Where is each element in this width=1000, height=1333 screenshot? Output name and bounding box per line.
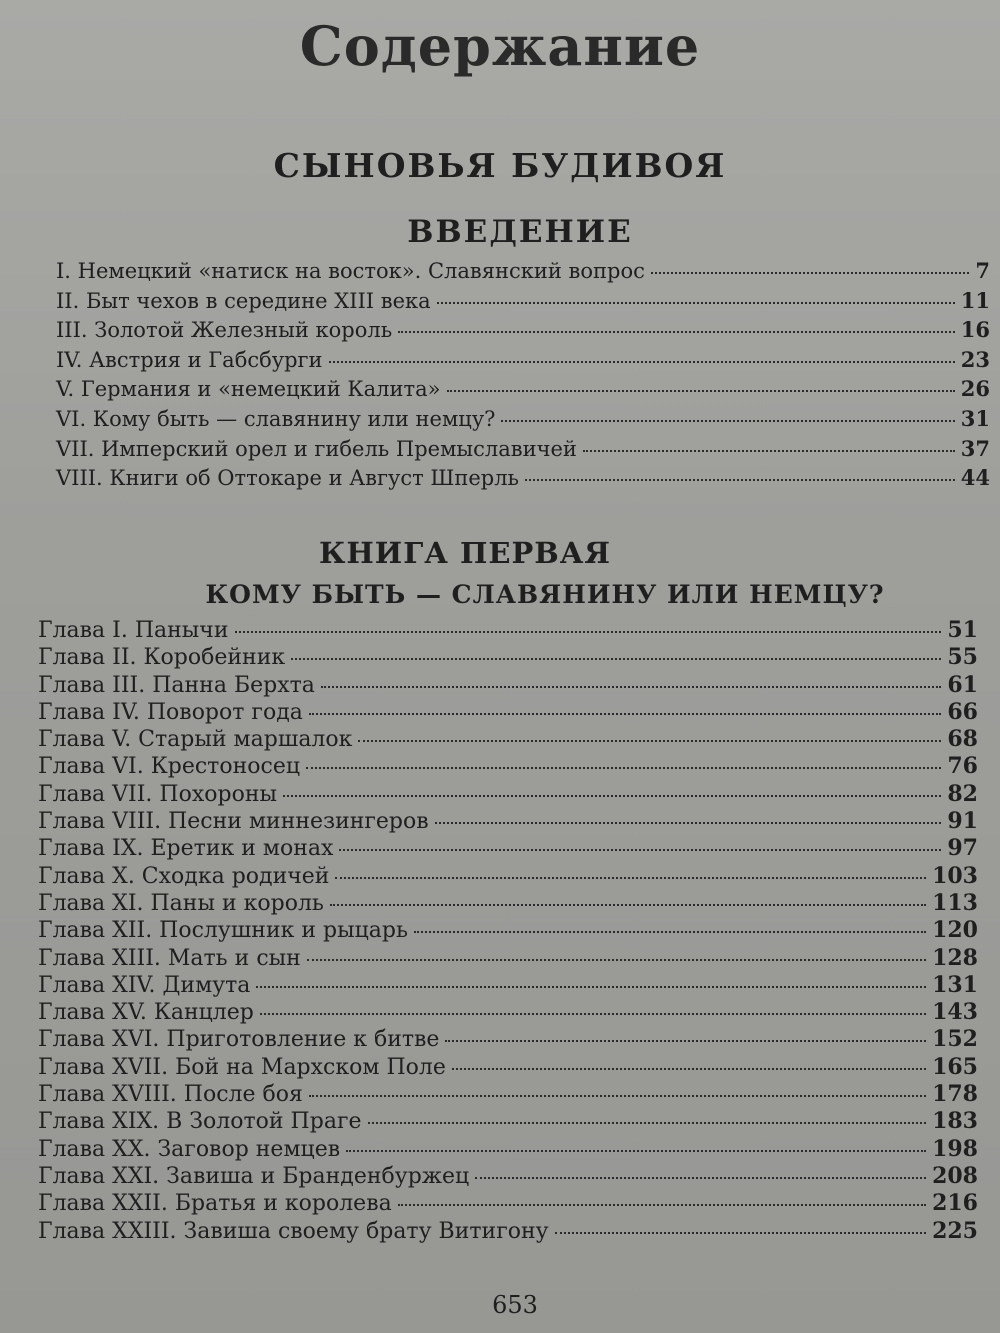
toc-entry-page: 165 <box>932 1053 978 1080</box>
book-one-toc <box>38 617 978 1245</box>
toc-entry <box>56 376 990 406</box>
toc-entry-page: 16 <box>960 317 990 343</box>
toc-entry-page: 113 <box>932 889 978 916</box>
toc-entry <box>56 317 990 347</box>
toc-entry <box>38 781 978 808</box>
toc-entry-page: 103 <box>932 862 978 889</box>
dot-leader <box>525 479 955 481</box>
toc-entry-title: Глава V. Старый маршалок <box>38 727 353 753</box>
toc-entry-title: Глава XV. Канцлер <box>38 1000 254 1026</box>
toc-entry-page: 128 <box>932 944 978 971</box>
toc-entry-page: 216 <box>932 1190 978 1217</box>
toc-entry-page: 131 <box>932 971 978 998</box>
toc-entry-title: Глава IX. Еретик и монах <box>38 836 334 862</box>
dot-leader <box>306 767 941 769</box>
dot-leader <box>398 1204 926 1206</box>
dot-leader <box>437 302 955 304</box>
toc-entry-title: Глава XXI. Завиша и Бранденбуржец <box>38 1163 470 1189</box>
toc-entry-title: Глава X. Сходка родичей <box>38 863 330 889</box>
dot-leader <box>555 1232 926 1234</box>
toc-entry <box>38 1190 978 1217</box>
toc-entry-page: 178 <box>932 1081 978 1108</box>
toc-entry-page: 66 <box>947 698 978 725</box>
toc-entry <box>56 406 990 436</box>
toc-entry <box>38 1136 978 1163</box>
toc-entry-page: 120 <box>932 917 978 944</box>
dot-leader <box>452 1068 926 1070</box>
toc-entry-page: 26 <box>960 376 990 402</box>
toc-entry-page: 82 <box>947 780 978 807</box>
toc-entry-title: IV. Австрия и Габсбурги <box>56 347 323 372</box>
toc-entry-title: I. Немецкий «натиск на восток». Славянский вопрос <box>56 259 645 283</box>
toc-entry-page: 44 <box>960 465 990 491</box>
toc-entry-title: Глава XVIII. После боя <box>38 1082 303 1108</box>
toc-entry <box>38 999 978 1026</box>
toc-entry-page: 97 <box>947 835 978 862</box>
toc-entry-title: Глава XIV. Димута <box>38 972 251 998</box>
toc-entry-title: III. Золотой Железный король <box>56 318 393 343</box>
toc-entry <box>38 1108 978 1135</box>
dot-leader <box>329 361 955 363</box>
dot-leader <box>583 450 955 452</box>
toc-entry <box>38 726 978 753</box>
dot-leader <box>291 658 941 660</box>
toc-entry <box>56 288 990 318</box>
toc-entry <box>56 258 990 288</box>
toc-entry-page: 183 <box>932 1108 978 1135</box>
toc-entry-page: 37 <box>960 435 990 461</box>
toc-entry-page: 152 <box>932 1026 978 1053</box>
dot-leader <box>651 272 970 274</box>
dot-leader <box>256 986 926 988</box>
toc-entry-title: V. Германия и «немецкий Калита» <box>56 377 441 402</box>
introduction-heading: ВВЕДЕНИЕ <box>407 214 633 250</box>
toc-entry <box>38 1054 978 1081</box>
toc-entry <box>56 347 990 377</box>
toc-entry-title: Глава VIII. Песни миннезингеров <box>38 809 429 835</box>
toc-entry <box>38 1163 978 1190</box>
toc-entry-title: Глава XIX. В Золотой Праге <box>38 1109 362 1135</box>
dot-leader <box>307 959 926 961</box>
toc-entry-title: VIII. Книги об Оттокаре и Август Шперль <box>56 466 519 491</box>
toc-entry-page: 55 <box>947 644 978 671</box>
toc-entry <box>38 972 978 999</box>
toc-entry-title: Глава XI. Паны и король <box>38 890 324 916</box>
dot-leader <box>447 390 955 392</box>
toc-entry-title: Глава IV. Поворот года <box>38 699 303 725</box>
dot-leader <box>501 420 954 422</box>
toc-entry-page: 225 <box>932 1217 978 1244</box>
toc-entry-title: II. Быт чехов в середине XIII века <box>56 288 431 313</box>
book-one-heading: КНИГА ПЕРВАЯ <box>319 536 611 570</box>
toc-entry-page: 31 <box>960 405 990 431</box>
toc-entry-page: 208 <box>932 1162 978 1189</box>
toc-entry-title: Глава XII. Послушник и рыцарь <box>38 918 408 944</box>
dot-leader <box>414 931 926 933</box>
toc-entry-page: 198 <box>932 1135 978 1162</box>
dot-leader <box>283 795 941 797</box>
toc-entry-page: 11 <box>960 287 990 313</box>
toc-entry-title: Глава III. Панна Берхта <box>38 672 315 698</box>
toc-entry <box>38 1026 978 1053</box>
page-number: 653 <box>492 1291 538 1319</box>
toc-entry <box>38 835 978 862</box>
dot-leader <box>445 1040 926 1042</box>
dot-leader <box>398 331 955 333</box>
toc-entry-title: Глава II. Коробейник <box>38 645 286 671</box>
dot-leader <box>435 822 942 824</box>
toc-entry-page: 76 <box>947 753 978 780</box>
dot-leader <box>339 849 941 851</box>
toc-entry <box>38 890 978 917</box>
dot-leader <box>260 1013 926 1015</box>
toc-entry-page: 7 <box>975 258 990 283</box>
toc-entry-title: Глава VII. Похороны <box>38 781 277 807</box>
toc-entry-page: 51 <box>947 617 978 643</box>
toc-entry-page: 68 <box>947 726 978 753</box>
toc-entry-title: Глава I. Панычи <box>38 618 229 643</box>
toc-entry-title: Глава XXIII. Завиша своему брату Витигону <box>38 1218 549 1244</box>
dot-leader <box>358 740 941 742</box>
toc-entry-title: Глава XX. Заговор немцев <box>38 1136 341 1162</box>
page-title: Содержание <box>299 14 701 78</box>
dot-leader <box>309 713 942 715</box>
book-one-subheading: КОМУ БЫТЬ — СЛАВЯНИНУ ИЛИ НЕМЦУ? <box>205 580 885 609</box>
toc-entry-page: 61 <box>947 671 978 698</box>
dot-leader <box>321 686 941 688</box>
dot-leader <box>309 1095 926 1097</box>
toc-entry <box>38 917 978 944</box>
toc-entry-page: 91 <box>947 808 978 835</box>
toc-entry-title: Глава XIII. Мать и сын <box>38 945 301 971</box>
toc-entry <box>56 436 990 466</box>
toc-entry-title: Глава XVI. Приготовление к битве <box>38 1027 440 1053</box>
dot-leader <box>335 877 926 879</box>
toc-entry-title: Глава XVII. Бой на Мархском Поле <box>38 1054 446 1080</box>
toc-entry-title: Глава VI. Крестоносец <box>38 754 300 780</box>
introduction-toc <box>56 258 990 495</box>
book-title: СЫНОВЬЯ БУДИВОЯ <box>273 146 727 185</box>
toc-entry-page: 143 <box>932 999 978 1026</box>
toc-entry <box>38 699 978 726</box>
toc-entry <box>38 644 978 671</box>
toc-entry-title: VII. Имперский орел и гибель Премыславичей <box>56 436 577 461</box>
dot-leader <box>346 1150 926 1152</box>
dot-leader <box>368 1122 927 1124</box>
toc-entry <box>38 753 978 780</box>
toc-entry <box>38 1218 978 1245</box>
toc-entry-title: VI. Кому быть — славянину или немцу? <box>56 406 496 431</box>
dot-leader <box>330 904 926 906</box>
toc-entry-page: 23 <box>960 346 990 372</box>
toc-entry <box>38 672 978 699</box>
toc-entry <box>38 617 978 644</box>
dot-leader <box>235 631 942 633</box>
toc-entry <box>56 465 990 495</box>
toc-entry-title: Глава XXII. Братья и королева <box>38 1191 392 1217</box>
toc-entry <box>38 808 978 835</box>
dot-leader <box>475 1177 926 1179</box>
toc-entry <box>38 1081 978 1108</box>
toc-entry <box>38 863 978 890</box>
toc-entry <box>38 945 978 972</box>
